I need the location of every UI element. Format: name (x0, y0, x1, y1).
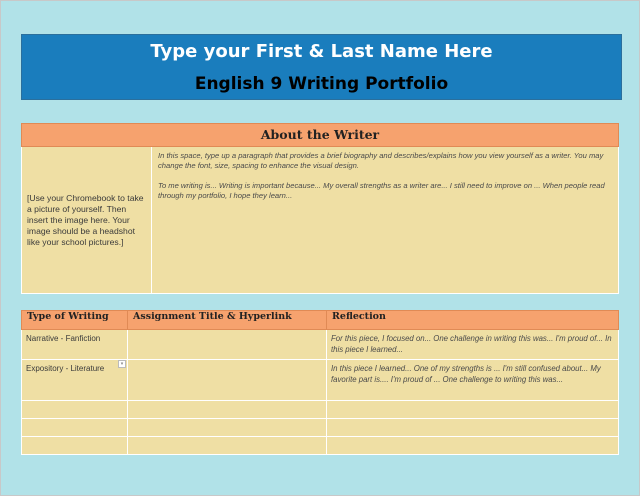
bio-cell[interactable] (152, 147, 619, 294)
reflection-cell[interactable]: In this piece I learned... One of my strengths is ... I'm still confused about... My favorite part is.... I'm proud of ... One challenge to writing this was... (327, 360, 619, 401)
empty-cell[interactable] (327, 419, 619, 437)
table-row (22, 401, 619, 419)
column-header-title[interactable]: Assignment Title & Hyperlink (128, 311, 327, 330)
writing-type-cell[interactable]: Narrative - Fanfiction (22, 330, 128, 360)
column-header-reflection[interactable]: Reflection (327, 311, 619, 330)
portfolio-title[interactable]: English 9 Writing Portfolio (194, 74, 449, 94)
writing-type-cell[interactable]: Expository - Literature (22, 360, 128, 401)
bio-paragraph-2[interactable]: To me writing is... Writing is important because... My overall strengths as a writer are... I still need to improve on ... When people read through my portfolio, I hope they learn... (158, 181, 605, 200)
reflection-cell[interactable]: For this piece, I focused on... One challenge in writing this was... I'm proud of... In this piece I learned... (327, 330, 619, 360)
assignment-title-cell[interactable] (128, 330, 327, 360)
assignment-title-cell[interactable] (128, 360, 327, 401)
portfolio-table (21, 310, 619, 455)
empty-cell[interactable] (22, 419, 128, 437)
empty-cell[interactable] (128, 401, 327, 419)
column-header-type[interactable]: Type of Writing (22, 311, 128, 330)
table-row (22, 419, 619, 437)
bio-paragraph-1[interactable]: In this space, type up a paragraph that provides a brief biography and describes/explains how you view yourself as a writer. You may change the font, size, spacing to enhance the visual design. (158, 151, 604, 170)
empty-cell[interactable] (327, 401, 619, 419)
cell-menu-icon[interactable]: ▾ (118, 360, 126, 368)
empty-cell[interactable] (128, 419, 327, 437)
about-writer-heading[interactable]: About the Writer (22, 124, 619, 147)
empty-cell[interactable] (22, 437, 128, 455)
table-row (22, 360, 619, 401)
table-row (22, 330, 619, 360)
student-name-heading[interactable]: Type your First & Last Name Here (150, 41, 493, 62)
title-banner (21, 34, 622, 100)
table-row (22, 437, 619, 455)
about-writer-table (21, 123, 619, 294)
empty-cell[interactable] (128, 437, 327, 455)
photo-placeholder-cell[interactable]: [Use your Chromebook to take a picture of yourself. Then insert the image here. Your image should be a headshot like your school pictures.] (22, 147, 152, 294)
empty-cell[interactable] (22, 401, 128, 419)
empty-cell[interactable] (327, 437, 619, 455)
